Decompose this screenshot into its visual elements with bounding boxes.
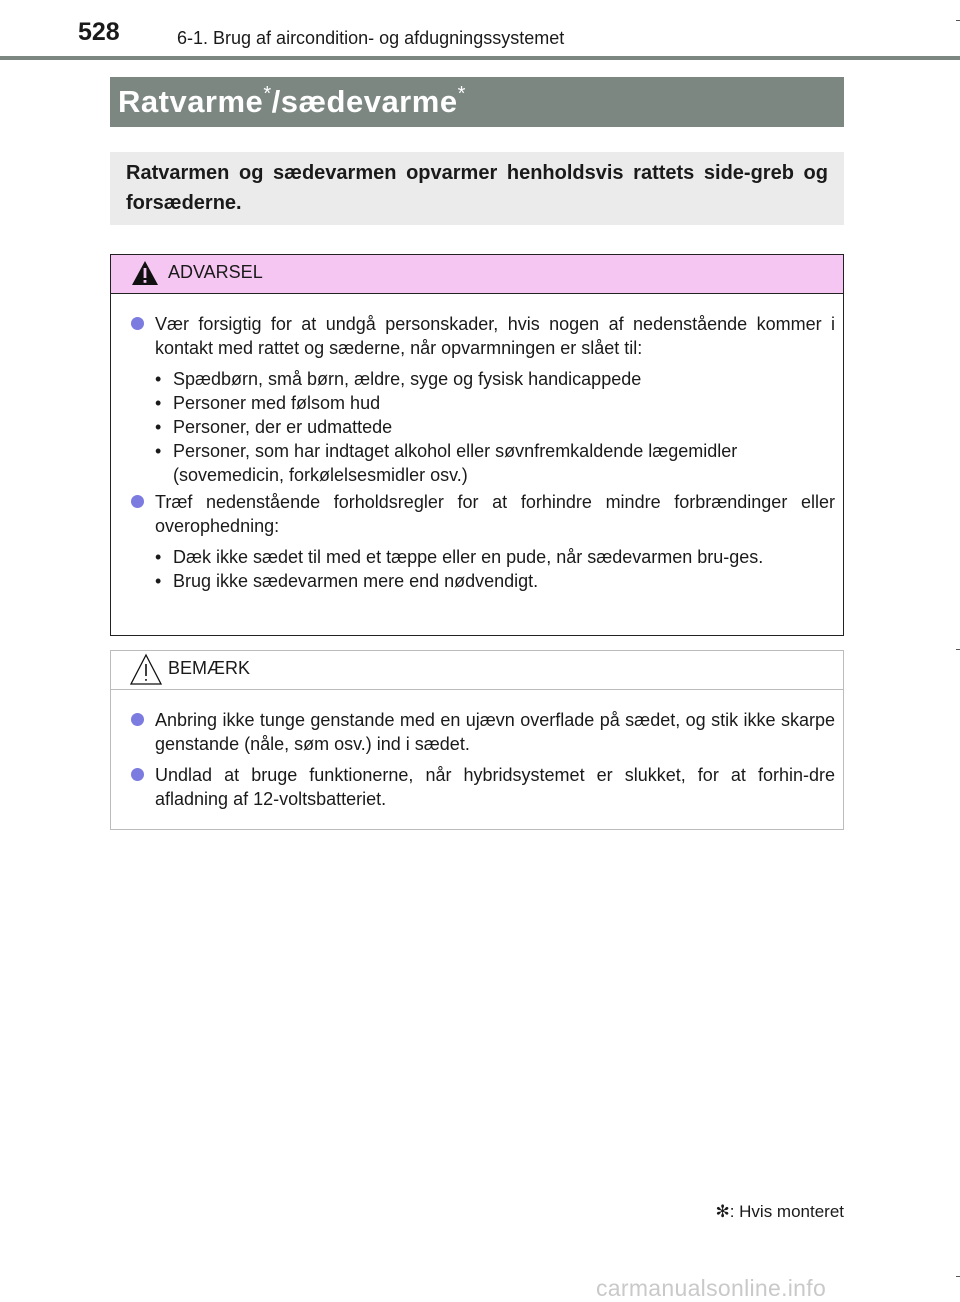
- list-item-text: Spædbørn, små børn, ældre, syge og fysisk handicappede: [173, 369, 642, 389]
- bullet-dot: [131, 713, 144, 726]
- bullet-dot: [131, 768, 144, 781]
- note-label: BEMÆRK: [168, 658, 251, 678]
- list-item: • Personer, der er udmattede: [155, 415, 835, 439]
- warning-item-text: Vær forsigtig for at undgå personskader, hvis nogen af nedenstående kommer i kontakt med rattet og sæderne, når opvarmningen er slået til:: [155, 314, 835, 358]
- note-item: [131, 763, 835, 811]
- list-item-text: Brug ikke sædevarmen mere end nødvendigt.: [173, 571, 539, 591]
- crop-mark-top: [956, 20, 960, 21]
- asterisk-icon: ✻: [715, 1202, 730, 1221]
- warning-label: ADVARSEL: [168, 262, 263, 282]
- crop-mark-bottom: [956, 1276, 960, 1277]
- warning-sublist: [155, 367, 835, 487]
- section-title: [118, 83, 466, 120]
- list-item: • Personer, som har indtaget alkohol eller søvnfremkaldende lægemidler (sovemedicin, forkølelsesmidler osv.): [155, 439, 835, 487]
- note-header: [111, 651, 843, 690]
- list-item: • Personer med følsom hud: [155, 391, 835, 415]
- footnote-text: : Hvis monteret: [729, 1202, 844, 1221]
- warning-header: [111, 255, 843, 294]
- warning-item: [131, 490, 835, 538]
- note-box: [110, 650, 844, 830]
- section-title-bar: [110, 77, 844, 127]
- page-number: 528: [78, 18, 120, 46]
- intro-text: Ratvarmen og sædevarmen opvarmer henholdsvis rattets side-greb og forsæderne.: [126, 162, 828, 214]
- note-item: [131, 708, 835, 756]
- crop-mark-middle: [956, 649, 960, 650]
- warning-item-text: Træf nedenstående forholdsregler for at forhindre mindre forbrændinger eller overophedning:: [155, 492, 835, 536]
- warning-box: [110, 254, 844, 636]
- intro-box: [110, 152, 844, 225]
- footnote: [715, 1202, 844, 1222]
- note-item-text: Anbring ikke tunge genstande med en ujævn overflade på sædet, og stik ikke skarpe genstande (nåle, søm osv.) ind i sædet.: [155, 710, 835, 754]
- chapter-title: 6-1. Brug af aircondition- og afdugningssystemet: [177, 28, 565, 48]
- list-item-text: Dæk ikke sædet til med et tæppe eller en pude, når sædevarmen bru-ges.: [173, 547, 764, 567]
- bullet-dot: [131, 495, 144, 508]
- warning-sublist: [155, 545, 835, 593]
- list-item-text: Personer med følsom hud: [173, 393, 381, 413]
- title-part-steering-heater: Ratvarme: [118, 84, 264, 119]
- bullet-dot: [131, 317, 144, 330]
- list-item-text: Personer, som har indtaget alkohol eller søvnfremkaldende lægemidler (sovemedicin, forkølelsesmidler osv.): [173, 441, 738, 485]
- watermark: carmanualsonline.info: [596, 1275, 827, 1301]
- warning-item: [131, 312, 835, 360]
- header-rule: [0, 56, 960, 60]
- title-asterisk: *: [457, 83, 466, 105]
- list-item: • Spædbørn, små børn, ældre, syge og fysisk handicappede: [155, 367, 835, 391]
- note-item-text: Undlad at bruge funktionerne, når hybridsystemet er slukket, for at forhin-dre afladning af 12-voltsbatteriet.: [155, 765, 835, 809]
- title-asterisk: *: [263, 83, 272, 105]
- list-item-text: Personer, der er udmattede: [173, 417, 393, 437]
- caution-outline-icon: [129, 653, 163, 687]
- list-item: • Brug ikke sædevarmen mere end nødvendigt.: [155, 569, 835, 593]
- list-item: • Dæk ikke sædet til med et tæppe eller en pude, når sædevarmen bru-ges.: [155, 545, 835, 569]
- warning-icon: [131, 259, 159, 287]
- title-part-seat-heater: /sædevarme: [271, 84, 458, 119]
